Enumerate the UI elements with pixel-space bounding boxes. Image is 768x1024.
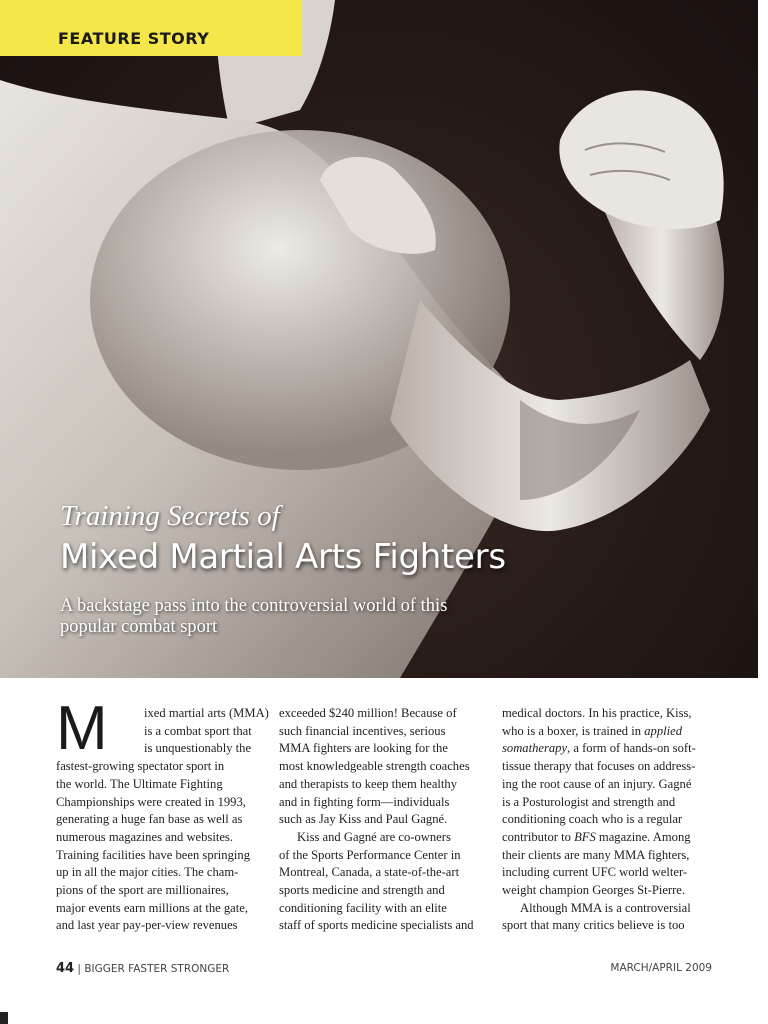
body-line: and in fighting form—individuals bbox=[279, 794, 450, 809]
body-line bbox=[502, 740, 714, 758]
body-column-3 bbox=[502, 705, 714, 935]
body-line: up in all the major cities. The cham- bbox=[56, 865, 239, 880]
page-corner-mark bbox=[0, 1012, 8, 1024]
body-emphasis: applied bbox=[644, 723, 682, 738]
article-kicker: Training Secrets of bbox=[60, 500, 280, 532]
article-title: Mixed Martial Arts Fighters bbox=[60, 537, 506, 577]
body-line: MMA fighters are looking for the bbox=[279, 741, 448, 756]
body-line: their clients are many MMA fighters, bbox=[502, 847, 690, 862]
body-line: fastest-growing spectator sport in bbox=[56, 759, 225, 774]
body-line: sports medicine and strength and bbox=[279, 883, 445, 898]
body-line: conditioning coach who is a regular bbox=[502, 812, 683, 827]
publication-name: BIGGER FASTER STRONGER bbox=[84, 963, 230, 975]
page-number: 44 bbox=[56, 961, 75, 976]
body-line: is unquestionably the bbox=[144, 741, 252, 756]
body-emphasis: BFS bbox=[574, 829, 596, 844]
issue-date: MARCH/APRIL 2009 bbox=[610, 962, 712, 974]
body-line: weight champion Georges St-Pierre. bbox=[502, 883, 686, 898]
body-line: numerous magazines and websites. bbox=[56, 829, 233, 844]
body-line: exceeded $240 million! Because of bbox=[279, 706, 457, 720]
body-text: contributor to bbox=[502, 829, 571, 844]
body-line bbox=[502, 723, 714, 741]
body-line: is a Posturologist and strength and bbox=[502, 794, 676, 809]
body-line: sport that many critics believe is too bbox=[502, 918, 685, 933]
dek-line: popular combat sport bbox=[60, 617, 218, 637]
body-text: magazine. Among bbox=[598, 829, 691, 844]
article-dek bbox=[60, 596, 500, 638]
body-line: such as Jay Kiss and Paul Gagné. bbox=[279, 812, 448, 827]
body-line bbox=[502, 829, 714, 847]
footer-separator: | bbox=[74, 963, 85, 975]
section-tag-label: FEATURE STORY bbox=[58, 29, 210, 48]
body-line: pions of the sport are millionaires, bbox=[56, 883, 229, 898]
body-line: Championships were created in 1993, bbox=[56, 794, 246, 809]
body-line: most knowledgeable strength coaches bbox=[279, 759, 470, 774]
drop-cap: M bbox=[56, 694, 108, 763]
body-line: of the Sports Performance Center in bbox=[279, 847, 461, 862]
body-line: Kiss and Gagné are co-owners bbox=[297, 829, 451, 844]
body-line: tissue therapy that focuses on address- bbox=[502, 759, 696, 774]
body-line: including current UFC world welter- bbox=[502, 865, 688, 880]
body-line: conditioning facility with an elite bbox=[279, 900, 447, 915]
body-line: generating a huge fan base as well as bbox=[56, 812, 243, 827]
body-line: Montreal, Canada, a state-of-the-art bbox=[279, 865, 460, 880]
body-line: such financial incentives, serious bbox=[279, 723, 446, 738]
dek-line: A backstage pass into the controversial world of this bbox=[60, 596, 448, 616]
body-text: , a form of hands-on soft- bbox=[567, 741, 696, 756]
body-column-1 bbox=[56, 705, 268, 935]
body-line: and last year pay-per-view revenues bbox=[56, 918, 238, 933]
body-text: who is a boxer, is trained in bbox=[502, 723, 642, 738]
body-line: the world. The Ultimate Fighting bbox=[56, 776, 223, 791]
page-footer-left bbox=[56, 961, 229, 976]
section-tag bbox=[0, 0, 302, 56]
body-line: medical doctors. In his practice, Kiss, bbox=[502, 706, 692, 720]
body-line: and therapists to keep them healthy bbox=[279, 776, 458, 791]
body-line: ing the root cause of an injury. Gagné bbox=[502, 776, 692, 791]
body-emphasis: somatherapy bbox=[502, 741, 568, 756]
body-line: Although MMA is a controversial bbox=[520, 900, 691, 915]
body-column-2 bbox=[279, 705, 491, 935]
body-line: staff of sports medicine specialists and bbox=[279, 918, 474, 933]
body-line: Training facilities have been springing bbox=[56, 847, 250, 862]
body-line: major events earn millions at the gate, bbox=[56, 900, 248, 915]
body-line: is a combat sport that bbox=[144, 723, 252, 738]
body-line: ixed martial arts (MMA) bbox=[144, 706, 269, 720]
